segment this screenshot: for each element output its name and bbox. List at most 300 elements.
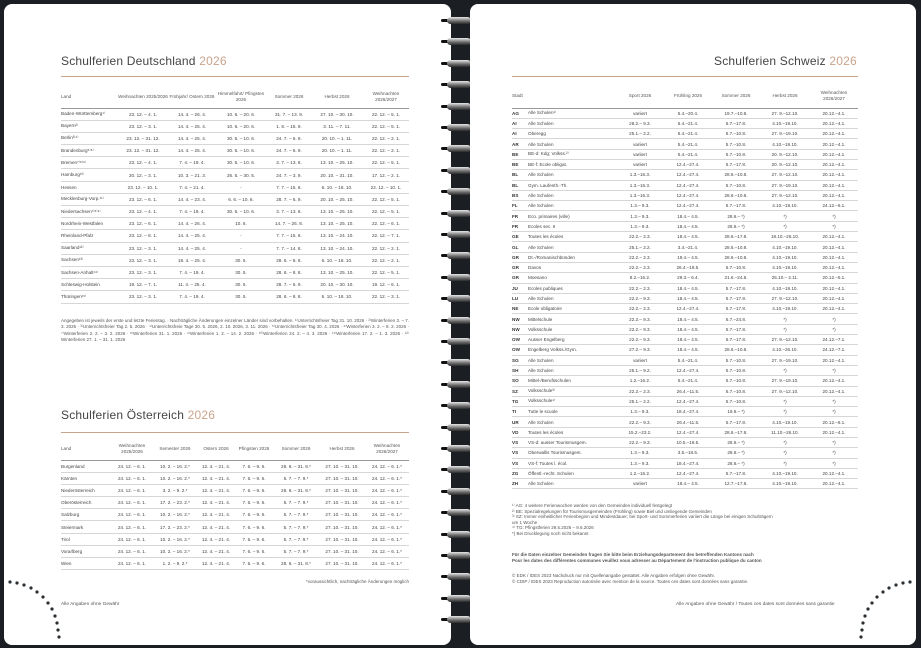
table-cell: 14. 4. – 23. 4. [177,196,207,202]
table-cell: Wien [61,561,72,567]
table-cell: variiert [633,162,647,168]
table-cell: Sachsen-Anhalt¹⁴⁾ [61,269,99,275]
table-cell: Alle Schulen [528,368,554,374]
table-cell: ZG [512,471,519,477]
table-cell: Salzburg [61,512,80,518]
table-cell: variiert [633,141,647,147]
table-cell: 20. 9.–12.10. [771,151,799,157]
table-cell: variiert [633,110,647,116]
table-cell: 7. 7. – 14. 8. [276,245,302,251]
table-cell: 4.10.–26.10. [772,347,798,353]
table-cell: 12.4.–27.4. [676,471,700,477]
table-cell: 18.10.–26.10. [770,234,800,240]
table-cell: 26.4.–11.5. [676,388,700,394]
table-cell: 24. 7. – 3. 9. [276,172,302,178]
table-cell: Berlin³⁾⁴⁾ [61,135,79,141]
table-row [512,386,858,396]
table-cell: 12. 4. – 21. 4. [201,512,231,518]
table-row [512,211,858,221]
table-row [61,291,409,303]
table-cell: 27. 9.–19.10. [771,357,799,363]
table-row [512,273,858,283]
ch-title-text: Schulferien Schweiz [714,54,826,68]
table-cell: OW [512,347,520,353]
table-cell: 5.7.–17.8. [725,162,747,168]
table-cell: 7. 6. – 9. 6. [242,500,266,506]
table-row [512,417,858,427]
table-row [512,159,858,169]
ch-header-4: Sommer 2026 [721,92,751,98]
table-cell: Ecole obligatoire [528,306,562,312]
table-cell: Alle Schulen [528,357,554,363]
table-cell: 6. 6. – 10. 6. [228,196,254,202]
table-cell: 24. 12. – 6. 1. [117,475,147,481]
table-row [61,545,409,557]
de-title-text: Schulferien Deutschland [61,54,196,68]
table-cell: FR [512,213,519,219]
table-cell: GR [512,265,519,271]
table-cell: 22. 12. – 5. 1. [371,270,401,276]
table-cell: VS-f: Toutes l. écol. [528,460,568,466]
ch-title-rule [512,76,858,77]
table-cell: LU [512,295,519,301]
table-cell: 20.12.–4.1. [822,306,846,312]
table-cell: 13. 10. – 24. 10. [320,233,354,239]
table-cell: *) [783,368,787,374]
table-cell: 12. 4. – 21. 4. [201,475,231,481]
table-row [512,396,858,406]
table-cell: 4.10.–19.10. [772,481,798,487]
table-cell: BE [512,162,519,168]
table-cell: 27. 10. – 31. 10. [325,487,359,493]
ch-year: 2026 [829,54,857,68]
table-cell: Alle Schulen [528,141,554,147]
table-cell: 17. 2. – 23. 2.* [160,500,190,506]
table-row [512,355,858,365]
table-cell: 12.4.–27.4. [676,429,700,435]
table-cell: 27. 9.–19.10. [771,182,799,188]
table-row [61,120,409,132]
ch-table [512,84,858,489]
table-cell: 20. 10. – 1. 11. [321,135,353,141]
table-cell: 24.12.–7.1. [822,347,846,353]
table-row [61,181,409,193]
table-cell: 12.4.–27.4. [676,172,700,178]
table-cell: 1.3.– 9.3. [630,213,650,219]
table-cell: Engelberg Volkss./Gym. [528,347,578,353]
ch-header-1 [528,84,616,108]
footer-left: Alle Angaben ohne Gewähr [61,602,120,607]
table-cell: 30. 5. [235,282,247,288]
table-cell: 31. 7. – 13. 9. [274,111,304,117]
table-cell: 3.4.–21.4. [677,244,699,250]
table-cell: FR [512,223,519,229]
table-cell: 22. 12. – 2. 1. [371,148,401,154]
table-cell: BE-d: Kdg; Volkss.²⁾ [528,151,569,157]
table-cell: 20.12.–4.1. [822,131,846,137]
table-cell: 4.10.–19.10. [772,120,798,126]
table-cell: 3. 11. – 7. 11. [323,123,351,129]
table-cell: 20.12.–4.1. [822,172,846,178]
ch-header-0: Stadt [512,92,523,98]
table-cell: 5. 7. – 7. 9.* [283,475,309,481]
table-cell: 18.4.– 4.5. [677,316,699,322]
table-cell: 5.7.–10.8. [725,378,747,384]
table-row [61,254,409,266]
table-cell: 28. 6. – 31. 8.* [281,463,311,469]
table-cell: 5.7.–10.8. [725,357,747,363]
table-cell: Bayern²⁾ [61,123,79,129]
table-cell: 20.12.–4.1. [822,244,846,250]
table-cell: Hamburg¹⁰⁾ [61,172,85,178]
table-cell: 7. 4. – 19. 4. [179,294,205,300]
table-cell: 13. 10. – 25. 10. [320,160,354,166]
table-row [61,460,409,472]
table-cell: 12. 4. – 21. 4. [201,536,231,542]
table-cell: 5.4.–21.4. [677,141,699,147]
at-header-4: Pfingsten 2026 [238,445,270,451]
right-page [470,4,916,645]
table-cell: 24. 7. – 6. 9. [276,135,302,141]
table-cell: Brandenburg⁵⁾⁶⁾ [61,147,94,153]
table-row [512,139,858,149]
table-cell: 18. 4. – 25. 4. [177,257,207,263]
table-cell: FL [512,203,518,209]
table-cell: 4.10.–19.10. [772,419,798,425]
table-cell: 22.2.– 2.3. [629,265,651,271]
table-cell: 12.4.–27.4. [676,306,700,312]
table-cell: 20.12.–4.1. [822,120,846,126]
table-cell: 20.12.–4.1. [822,481,846,487]
table-cell: 10. 2. – 16. 2.* [160,536,190,542]
table-cell: Kärnten [61,475,78,481]
table-cell: 18.4.– 4.5. [677,337,699,343]
table-cell: 1.3.–16.3. [629,193,651,199]
table-cell: *) [783,223,787,229]
table-cell: 24. 12. – 6. 1. [117,463,147,469]
table-row [512,108,858,118]
table-cell: 5.7.–17.8. [725,285,747,291]
table-row [512,458,858,468]
table-cell: 20. 10. – 31. 10. [320,172,354,178]
table-cell: 22.2.– 9.3. [629,316,651,322]
table-cell: Davos [528,265,542,271]
decorative-dots-right [848,576,916,645]
table-cell: 20.12.–4.1. [822,285,846,291]
table-cell: 12. 4. – 21. 4. [201,524,231,530]
table-cell: 24. 7. – 6. 9. [276,148,302,154]
ch-footnote-4: ⁴⁾ TG: Pfingstferien 29.5.2026 – 9.6.2026 [512,525,594,531]
table-cell: 28.6.–10.8. [724,244,748,250]
table-row [512,304,858,314]
table-row [512,262,858,272]
table-cell: 30. 5. [235,270,247,276]
at-header-5: Sommer 2026 [281,445,311,451]
table-cell: 27. 10. – 31. 10. [325,561,359,567]
table-cell: Burgenland [61,463,85,469]
table-cell: Toutes les écoles [528,234,564,240]
table-cell: Steiermark [61,524,84,530]
table-cell: 25.1.– 9.2. [629,368,651,374]
table-row [61,533,409,545]
table-cell: *) [783,326,787,332]
at-footnote: *voraussichtlich, nachträgliche Änderungen möglich [305,579,409,584]
table-cell: 12.4.–27.4. [676,203,700,209]
table-cell: 7. 4. – 21. 4. [179,184,205,190]
table-cell: 28.6.–10.8. [724,254,748,260]
table-cell: Eco. primaires (ville) [528,213,570,219]
table-row [512,149,858,159]
at-title-text: Schulferien Österreich [61,408,185,422]
at-header-6: Herbst 2026 [329,445,355,451]
at-header-2: Semester 2026 [159,445,191,451]
table-cell: 7. 6. – 9. 6. [242,561,266,567]
table-cell: 5.7.–10.8. [725,398,747,404]
table-cell: 20. 10. – 30. 10. [320,282,354,288]
table-cell: NE [512,306,519,312]
table-cell: 20.12.–4.1. [822,357,846,363]
table-row [512,324,858,334]
table-cell: 26. 5. – 30. 5. [226,172,256,178]
de-header-1: Weihnachten 2025/2026 [118,93,168,99]
table-cell: 27. 9.–12.10. [771,337,799,343]
table-cell: 20.12.–4.1. [822,110,846,116]
table-row [512,252,858,262]
table-cell: 19. 12. – 6. 1. [371,282,401,288]
table-cell: *) [783,409,787,415]
table-cell: Oberösterreich [61,500,92,506]
ch-footnote-1: ²⁾ BE: Spezialregelungen für Tourismusgemeinden (Frühling) sowie Biel und umliegende Gemeinden [512,508,712,514]
table-row [512,170,858,180]
table-cell: - [240,245,242,251]
table-cell: 19.7.–10.8. [724,110,748,116]
table-cell: 24. 12. – 6. 1. [117,561,147,567]
table-cell: 5.7.–17.8. [725,419,747,425]
table-cell: 22. 12. – 5. 1. [371,123,401,129]
table-cell: 12. 4. – 21. 4. [201,548,231,554]
table-cell: 27. 9.–12.10. [771,172,799,178]
table-cell: 5.7.–17.8. [725,120,747,126]
table-cell: 7. 7. – 15. 8. [276,233,302,239]
table-cell: 30. 5. – 10. 6. [226,209,256,215]
table-cell: 5. 7. – 7. 9.* [283,548,309,554]
table-cell: TI [512,409,517,415]
table-cell: TG [512,398,519,404]
table-cell: 25.10.– 2.11. [771,275,799,281]
de-header-3: Himmelfahrt/ Pfingsten 2026 [217,90,265,102]
table-cell: 4.10.–19.10. [772,254,798,260]
table-cell: 20.12.–4.1. [822,265,846,271]
table-cell: 4.10.–19.10. [772,471,798,477]
table-cell: *) [832,368,836,374]
table-cell: 20.12.–4.1. [822,141,846,147]
table-cell: *) [832,440,836,446]
table-cell: *) [832,460,836,466]
table-cell: 23. 12. – 3. 1. [128,270,158,276]
table-cell: 12. 4. – 21. 4. [201,487,231,493]
table-cell: Oberwallis Tourismusgem. [528,450,582,456]
table-cell: VD [512,429,519,435]
table-cell: Tutte le scuole [528,409,558,415]
table-row [61,157,409,169]
table-cell: Baden-Württemberg¹⁾ [61,111,106,117]
table-cell: Hessen [61,184,77,190]
table-cell: 10. 2. – 16. 2.* [160,475,190,481]
table-cell: 17. 2. – 23. 2.* [160,524,190,530]
table-cell: 28. 6. – 8. 8. [276,257,302,263]
table-row [61,218,409,230]
table-cell: SO [512,378,519,384]
table-cell: - [240,233,242,239]
table-row [512,283,858,293]
table-row [61,497,409,509]
table-cell: 24. 12. – 6. 1.* [372,475,402,481]
table-cell: 5. 7. – 7. 9.* [283,512,309,518]
table-cell: 10. 2. – 16. 2.* [160,463,190,469]
table-cell: 18.4.–27.4. [676,460,700,466]
table-cell: 14. 4. – 25. 4. [177,135,207,141]
table-cell: Alle Schulen [528,481,554,487]
de-header-5: Herbst 2026 [324,93,350,99]
table-cell: 22. 12. – 5. 1. [371,111,401,117]
table-cell: 5.7.–10.8. [725,368,747,374]
table-cell: AI [512,120,517,126]
table-cell: UR [512,419,519,425]
footer-right: Alle Angaben ohne Gewähr / Toutes ces dates sont données sans garantie [676,602,835,607]
table-cell: 5. 7. – 7. 9.* [283,500,309,506]
table-row [512,448,858,458]
de-footnotes: Angegeben ist jeweils der erste und letzte Ferientag. · Nachträgliche Änderungen einzelner Länder sind vorbehalten. ¹⁾Unterrichtsfreier Tag 31. 10. 2026 · ²⁾Winterferien 3. – 7. 3. 2026 · ³⁾Unterrichtsfreier Tag 2. 5. 2026 · ⁴⁾Unterrichtsfreie Tage 30. 5. 2026, 2. 10. 2026, 3. 11. 2026 · ⁵⁾Unterrichtsfreier Tag 30. 4. 2026 · ⁶⁾Winterferien 3. 2. – 8. 2. 2026 · ⁷⁾Winterferien 2. 2. – 3. 2. 2026 · ⁸⁾Winterferien 31. 1. 2026 · ⁹⁾Winterferien 1. 2. – 14. 2. 2026 · ¹⁰⁾Winterferien 24. 2. – 4. 3. 2026 · ¹¹⁾Winterferien 17. 2. – 1. 3. 2026 · ¹²⁾Winterferien 27. 1. – 31. 1. 2026 [61,318,409,342]
table-cell: BE [512,151,519,157]
at-header-7: Weihnachten 2026/2027 [373,442,401,454]
table-cell: 18.4.– 4.5. [677,223,699,229]
table-cell: 24. 12. – 6. 1.* [372,500,402,506]
table-cell: 28. 7. – 6. 9. [276,282,302,288]
table-cell: 5.7.–24.8. [725,316,747,322]
table-cell: Ecoles publiques [528,285,563,291]
table-cell: ZH [512,481,519,487]
table-cell: 12.4.–27.4. [676,162,700,168]
table-cell: 1.2.–16.2. [629,471,651,477]
table-row [512,407,858,417]
table-cell: Mittelschule [528,316,553,322]
table-cell: SH [512,368,519,374]
table-cell: Alle Schulen [528,295,554,301]
table-cell: 10.5.–18.5. [676,440,700,446]
table-cell: 10. 2. – 16. 2.* [160,548,190,554]
table-cell: 25.1.– 2.2. [629,131,651,137]
table-cell: 22. 12. – 6. 1. [371,221,401,227]
table-row [61,266,409,278]
table-cell: Oberegg [528,131,546,137]
table-cell: 10. 6. – 20. 6. [226,111,256,117]
table-row [61,521,409,533]
table-cell: 28. 7. – 6. 9. [276,196,302,202]
table-cell: Ausser Engelberg [528,337,565,343]
table-cell: *) [832,213,836,219]
table-cell: VS [512,450,519,456]
table-cell: 18.4.– 4.5. [677,213,699,219]
table-cell: 7. 6. – 9. 6. [242,463,266,469]
table-cell: 22. 12. – 3. 1. [371,294,401,300]
table-cell: VS [512,440,519,446]
table-row [512,129,858,139]
table-cell: Niedersachsen⁷⁾⁸⁾⁹⁾ [61,208,101,214]
table-row [512,190,858,200]
table-cell: 20. 10. – 1. 11. [321,148,353,154]
at-year: 2026 [187,408,216,422]
table-cell: 13. 10. – 25. 10. [320,221,354,227]
table-cell: Saarland¹²⁾ [61,245,84,251]
table-cell: 24. 12. – 6. 1.* [372,548,402,554]
table-cell: 7. 4. – 19. 4. [179,160,205,166]
table-cell: Alle Schulen [528,120,554,126]
table-cell: *) [832,326,836,332]
table-cell: 20.12.–4.1. [822,471,846,477]
de-title-rule [61,76,409,77]
table-cell: 22.2.– 9.3. [629,337,651,343]
table-cell: 22.2.– 9.3. [629,326,651,332]
table-cell: 28.6.–17.8. [724,429,748,435]
table-cell: 14. 4. – 25. 4. [177,233,207,239]
table-cell: 1.3.– 9.3. [630,460,650,466]
table-row [512,201,858,211]
table-row [512,180,858,190]
ch-footnote-2: ³⁾ SZ: Immer einheitlicher Ferienbeginn und Mindestdauer; bei Sport- und Sommerferien variiert die Länge bei einigen Schulträgern [512,514,773,520]
table-cell: 4.10.–19.10. [772,141,798,147]
table-cell: *) [783,398,787,404]
table-cell: GL [512,244,519,250]
table-row [512,427,858,437]
table-cell: 20. 9.–12.10. [771,162,799,168]
table-cell: 23. 12. – 3. 1. [128,123,158,129]
table-cell: 22. 12. – 7. 1. [371,233,401,239]
table-cell: 5.4.–20.4. [677,110,699,116]
table-cell: 23. 12. – 3. 1. [128,294,158,300]
table-cell: 30. 5. [235,294,247,300]
table-cell: 5.7.–10.8. [725,388,747,394]
table-cell: 22. 12. – 2. 1. [371,135,401,141]
table-cell: *) [783,316,787,322]
table-cell: 20.12.–5.1. [822,275,846,281]
table-cell: 7. 6. – 9. 6. [242,524,266,530]
table-cell: Sachsen¹³⁾ [61,257,84,263]
table-cell: 5.7.–17.8. [725,337,747,343]
table-cell: Toutes les écoles [528,429,564,435]
table-cell: 14. 4. – 26. 4. [177,221,207,227]
table-cell: BL [512,172,519,178]
table-cell: 20.12.–4.1. [822,295,846,301]
table-cell: 19.6.– *) [727,409,745,415]
table-cell: Mittel-/Berufsschulen [528,378,571,384]
table-row [61,484,409,496]
table-row [61,472,409,484]
table-cell: 28.6.– *) [727,460,745,466]
table-cell: 20. 10. – 25. 10. [320,196,354,202]
table-cell: 18.4.– 4.5. [677,347,699,353]
table-cell: 23. 12. – 6. 1. [128,196,158,202]
table-cell: 7. 6. – 9. 6. [242,536,266,542]
table-cell: 24. 12. – 6. 1. [117,548,147,554]
at-header-0: Land [61,445,72,451]
table-cell: *) [783,213,787,219]
ch-header-6: Weihnachten 2026/2027 [820,89,848,101]
table-cell: 18.4.– 4.5. [677,326,699,332]
table-cell: 28. 6. – 31. 8.* [281,561,311,567]
table-cell: 14. 4. – 25. 4. [177,148,207,154]
ch-footnote-5: *) Bei Drucklegung noch nicht bekannt [512,530,589,536]
table-cell: 6. 10. – 18. 10. [321,257,353,263]
